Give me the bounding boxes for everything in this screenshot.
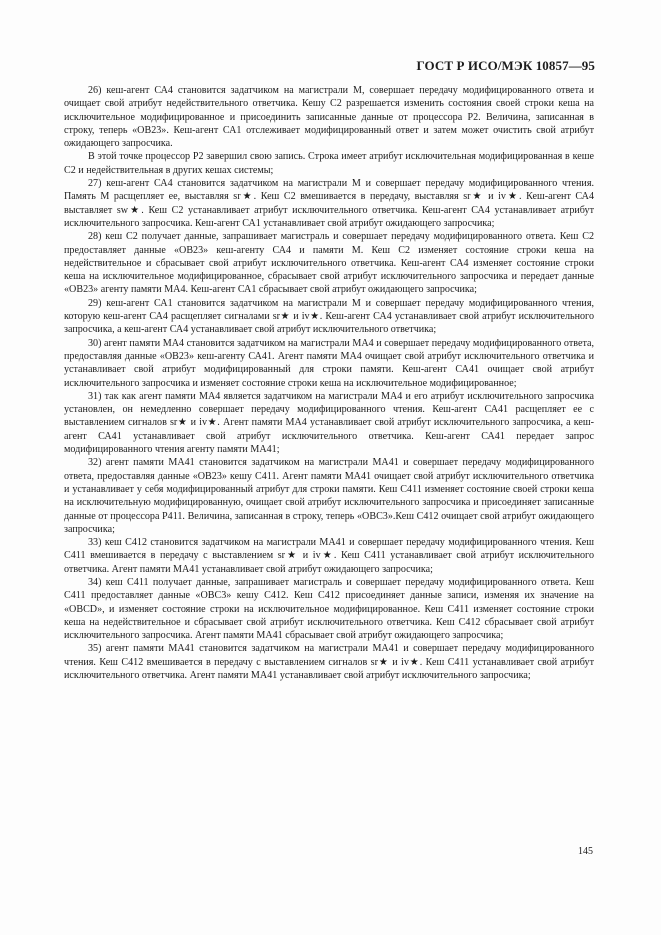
- paragraph-note: В этой точке процессор Р2 завершил свою запись. Строка имеет атрибут исключительная модифицированная в кеше С2 и недействительная в других кешах системы;: [64, 151, 594, 176]
- paragraph-30: 30) агент памяти МА4 становится задатчиком на магистрали МА4 и совершает передачу модифицированного ответа, предоставляя данные «OB23» кеш-агенту СА41. Агент памяти МА4 очищает свой атрибут исключительного ответчика и устанавливает свой атрибут модифицированный для строки памяти. Кеш-агент СА41 очищает свой атрибут исключительного запросчика и изменяет состояние строки кеша на исключительное модифицированное;: [64, 337, 594, 389]
- document-body: [64, 84, 594, 682]
- paragraph-32: 32) агент памяти МА41 становится задатчиком на магистрали МА41 и совершает передачу модифицированного ответа, предоставляя данные «OB23» кешу С411. Агент памяти МА41 очищает свой атрибут исключительного ответчика и устанавливает у себя модифицированный атрибут для строки памяти. Кеш С411 изменяет состояние своей строки кеша на исключительную модифицированную, очищает свой атрибут исключительного запросчика и присоединяет записанные данные от процессора Р411. Величина, записанная в строку, теперь «OBC3».Кеш С412 очищает свой атрибут ожидающего запросчика;: [64, 457, 594, 535]
- standard-header: ГОСТ Р ИСО/МЭК 10857—95: [416, 58, 595, 73]
- page-number: 145: [578, 846, 593, 857]
- paragraph-33: 33) кеш С412 становится задатчиком на магистрали МА41 и совершает передачу модифицированного чтения. Кеш С411 вмешивается в передачу с выставлением sr★ и iv★. Кеш С411 устанавливает свой атрибут исключительного ответчика. Агент памяти МА41 устанавливает свой атрибут ожидающего запросчика;: [64, 537, 594, 575]
- paragraph-26: 26) кеш-агент СА4 становится задатчиком на магистрали М, совершает передачу модифицированного ответа и очищает свой атрибут недействительного ответчика. Кешу С2 разрешается изменить состояния своей строки кеша на исключительное модифицированное и присоединить записанные данные от процессора Р2. Величина, записанная в строку, теперь «OB23». Кеш-агент СА1 отслеживает модифицированный ответ и затем может очистить свой атрибут ожидающего запросчика.: [64, 85, 594, 150]
- paragraph-27: 27) кеш-агент СА4 становится задатчиком на магистрали М и совершает передачу модифицированного чтения. Память М расщепляет ее, выставляя sr★. Кеш С2 вмешивается в передачу, выставляя sr★ и iv★. Кеш-агент СА4 выставляет sw★. Кеш С2 устанавливает атрибут исключительного ответчика. Кеш-агент СА4 устанавливает атрибут исключительного запросчика. Кеш-агент СА1 устанавливает свой атрибут ожидающего запросчика;: [64, 178, 594, 229]
- paragraph-34: 34) кеш С411 получает данные, запрашивает магистраль и совершает передачу модифицированного ответа. Кеш С411 предоставляет данные «OBC3» кешу С412. Кеш С412 присоединяет данные записи, изменяя их значение на «OBCD», и изменяет состояние строки на исключительное модифицированное. Кеш С411 изменяет состояние строки кеша на недействительное и сбрасывает свой атрибут исключительного ответчика. Кеш С412 сбрасывает свой атрибут исключительного запросчика. Агент памяти МА41 сбрасывает свой атрибут ожидающего запросчика;: [64, 576, 594, 642]
- paragraph-31: 31) так как агент памяти МА4 является задатчиком на магистрали МА4 и его атрибут исключительного запросчика установлен, он немедленно совершает передачу модифицированного чтения. Кеш-агент СА41 расщепляет ее с выставлением сигналов sr★ и iv★. Агент памяти МА4 устанавливает свой атрибут исключительного запросчика, а кеш-агент СА41 устанавливает свой атрибут исключительного ответчика. Кеш-агент СА41 передает запрос модифицированного чтения агенту памяти МА41;: [64, 390, 594, 456]
- paragraph-29: 29) кеш-агент СА1 становится задатчиком на магистрали М и совершает передачу модифицированного чтения, которую кеш-агент СА4 расщепляет сигналами sr★ и iv★. Кеш-агент СА4 устанавливает свой атрибут исключительного запросчика, а кеш-агент СА4 устанавливает свой атрибут исключительного ответчика;: [64, 297, 594, 336]
- paragraph-28: 28) кеш С2 получает данные, запрашивает магистраль и совершает передачу модифицированного ответа. Кеш С2 предоставляет данные «OB23» кеш-агенту СА4 и памяти М. Кеш С2 изменяет состояние строки кеша на недействительное и сбрасывает свой атрибут исключительного ответчика. Кеш-агент СА4 изменяет состояние строки кеша на исключительное модифицированное, сбрасывает свой атрибут исключительного запросчика и передает данные «OB23» агенту памяти МА4. Кеш-агент СА1 сбрасывает свой атрибут ожидающего запросчика;: [64, 231, 594, 296]
- paragraph-35: 35) агент памяти МА41 становится задатчиком на магистрали МА41 и совершает передачу модифицированного чтения. Кеш С412 вмешивается в передачу с выставлением сигналов sr★ и iv★. Кеш С411 устанавливает свой атрибут исключительного ответчика. Агент памяти МА41 устанавливает свой атрибут исключительного запросчика;: [64, 643, 594, 682]
